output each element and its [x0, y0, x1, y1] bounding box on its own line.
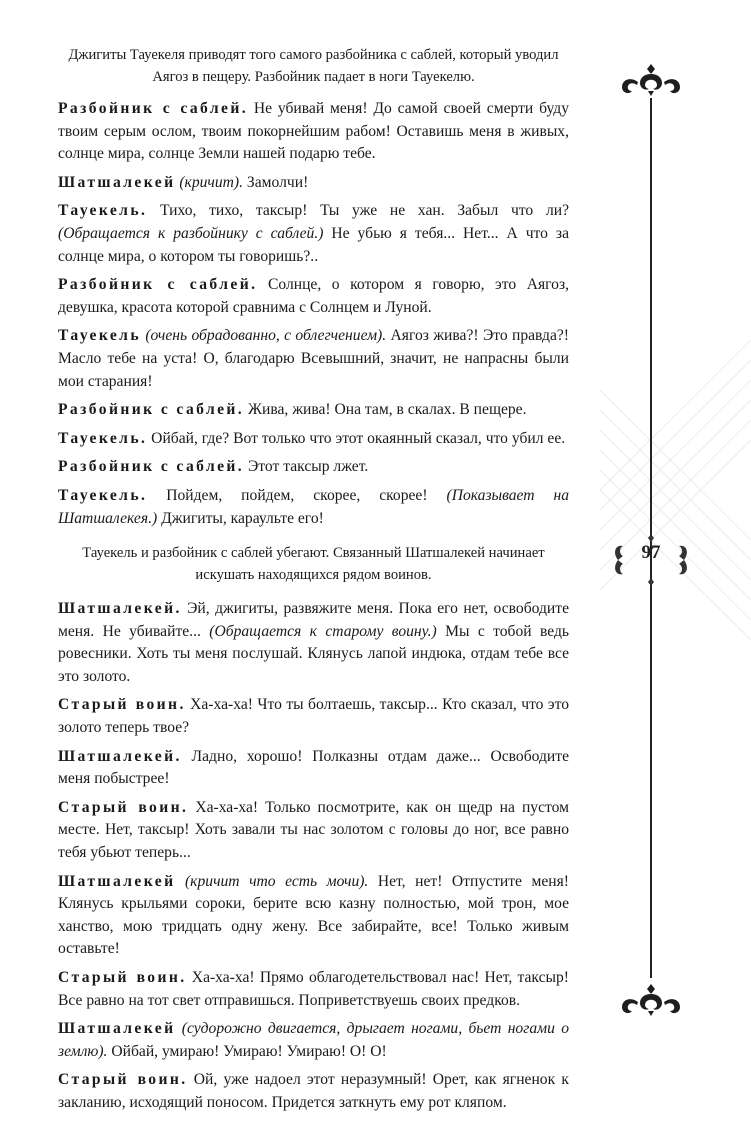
speech-text: Ха-ха-ха! Только посмотрите, как он щедр на пустом месте. Нет, таксыр! Хоть завали ты нас золотом с головы до ног, все равно тебя убьют теперь... — [58, 798, 569, 862]
dialogue-line — [58, 967, 569, 1012]
dialogue-line — [58, 694, 569, 739]
ornament-icon — [618, 980, 684, 1020]
dialogue-line — [58, 598, 569, 688]
dialogue-line — [58, 456, 569, 479]
speech-text: Тихо, тихо, таксыр! Ты уже не хан. Забыл что ли? — [147, 202, 569, 220]
speaker-name: Шатшалекей. — [58, 747, 182, 765]
remark: (кричит). — [175, 173, 244, 191]
dialogue-line — [58, 797, 569, 865]
stage-direction: Тауекель и разбойник с саблей убегают. Связанный Шатшалекей начинает искушать находящихся рядом воинов. — [82, 545, 545, 584]
dialogue-line — [58, 746, 569, 791]
dialogue-line — [58, 485, 569, 530]
stage-direction: Джигиты Тауекеля приводят того самого разбойника с саблей, который уводил Аягоз в пещеру. Разбойник падает в ноги Тауекелю. — [68, 47, 559, 85]
dialogue-line — [58, 98, 569, 166]
dialogue-line — [58, 399, 569, 422]
dialogue-line — [58, 325, 569, 393]
remark: (судорожно двигается, дрыгает ногами, бьет ногами о землю). — [58, 1020, 569, 1060]
dialogue-line — [58, 274, 569, 319]
speaker-name: Тауекель. — [58, 429, 148, 447]
speech-text: Пойдем, пойдем, скорее, скорее! — [147, 486, 447, 504]
speech-text: Нет, нет! Отпустите меня! Клянусь крыльями сороки, берите всю казну полностью, мой трон, мое ханство, мою тридцать одну жену. Все забирайте, все! Только живым оставьте! — [58, 872, 569, 958]
speech-text: Ха-ха-ха! Прямо облагодетельствовал нас! Нет, таксыр! Все равно на тот свет отправишься. Поприветствуешь своих предков. — [58, 969, 569, 1009]
speaker-name: Разбойник с саблей. — [58, 100, 248, 117]
speech-text: Ой, уже надоел этот неразумный! Орет, как ягненок к закланию, исходящий поносом. Придется заткнуть ему рот кляпом. — [58, 1071, 569, 1111]
dialogue-line — [58, 200, 569, 268]
remark: (Обращается к старому воину.) — [209, 622, 437, 640]
speaker-name: Тауекель. — [58, 202, 148, 220]
speech-text: Ладно, хорошо! Полказны отдам даже... Освободите меня побыстрее! — [58, 747, 569, 788]
ornament-icon — [618, 60, 684, 100]
speech-text: Ойбай, умираю! Умираю! Умираю! О! О! — [107, 1042, 387, 1060]
speech-text: Ойбай, где? Вот только что этот окаянный сказал, что убил ее. — [147, 429, 566, 447]
speaker-name: Шатшалекей — [58, 173, 176, 191]
dialogue-line — [58, 1018, 569, 1063]
speaker-name: Разбойник с саблей. — [58, 401, 245, 419]
speech-text: Мы с тобой ведь ровесники. Хоть ты меня послушай. Клянусь лапой индюка, отдам тебе все это золото. — [58, 622, 570, 685]
speaker-name: Тауекель — [58, 327, 141, 345]
speaker-name: Разбойник с саблей. — [58, 276, 258, 294]
dialogue-line — [58, 428, 569, 451]
remark: (Показывает на Шатшалекея.) — [58, 486, 570, 527]
dialogue-line — [58, 1069, 569, 1114]
speaker-name: Шатшалекей — [58, 1020, 176, 1038]
speaker-name: Тауекель. — [58, 486, 148, 504]
remark: (кричит что есть мочи). — [175, 872, 369, 890]
speaker-name: Старый воин. — [58, 1071, 188, 1089]
page-number-block — [608, 532, 694, 588]
speech-text: Джигиты, караульте его! — [157, 509, 324, 527]
dialogue-line — [58, 172, 569, 195]
speech-text: Аягоз жива?! Это правда?! Масло тебе на уста! О, благодарю Всевышний, значит, не напрасны были мои старания! — [58, 327, 570, 390]
page-number: 97 — [641, 542, 661, 563]
speech-text: Эй, джигиты, развяжите меня. Пока его нет, освободите меня. Не убивайте... — [58, 600, 569, 640]
remark: (Обращается к разбойнику с саблей.) — [58, 224, 324, 242]
speech-text: Жива, жива! Она там, в скалах. В пещере. — [244, 401, 527, 419]
speech-text: Солнце, о котором я говорю, это Аягоз, девушка, красота которой сравнима с Солнцем и Луной. — [58, 276, 569, 316]
speech-text: Замолчи! — [243, 173, 309, 191]
speaker-name: Разбойник с саблей. — [58, 458, 245, 476]
speech-text: Не убивай меня! До самой своей смерти буду твоим серым ослом, твоим покорнейшим рабом! Оставишь меня в живых, солнце мира, солнце Земли нашей подарю тебе. — [58, 100, 569, 163]
speaker-name: Шатшалекей. — [58, 600, 182, 618]
remark: (очень обрадованно, с облегчением). — [140, 327, 387, 345]
speaker-name: Старый воин. — [58, 798, 189, 816]
speech-text: Не убью я тебя... Нет... А что за солнце мира, о котором ты говоришь?.. — [58, 224, 569, 265]
speaker-name: Старый воин. — [58, 969, 187, 986]
speech-text: Этот таксыр лжет. — [244, 458, 369, 476]
diamond-pattern-background — [600, 280, 751, 700]
speaker-name: Старый воин. — [58, 696, 186, 714]
dialogue-line — [58, 871, 569, 961]
speech-text: Ха-ха-ха! Что ты болтаешь, таксыр... Кто сказал, что это золото теперь твое? — [58, 696, 569, 737]
speaker-name: Шатшалекей — [58, 872, 176, 890]
play-text — [58, 44, 569, 1121]
